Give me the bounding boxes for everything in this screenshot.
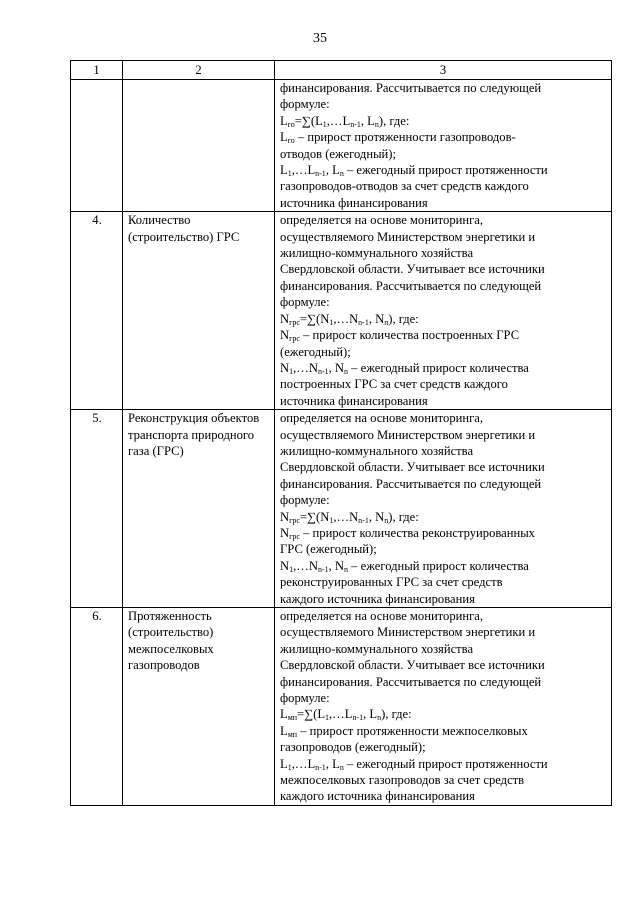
formula-text: , L: [325, 756, 340, 771]
formula-subscript: грс: [289, 317, 300, 327]
formula-text: L: [280, 163, 288, 178]
formula-text: – ежегодный прирост количества: [348, 360, 529, 375]
description-line: жилищно-коммунального хозяйства: [280, 641, 474, 656]
method-description-cell: [275, 410, 612, 608]
formula-text: ), где:: [388, 509, 419, 524]
header-cell-1: 1: [71, 61, 123, 80]
formula-text: =∑(L: [294, 113, 323, 128]
description-line: финансирования. Рассчитывается по следующей: [280, 674, 542, 689]
formula-text: ,…N: [333, 311, 359, 326]
row-number-cell: 4.: [71, 212, 123, 410]
description-line: формуле:: [280, 691, 330, 706]
formula-text: ,…N: [333, 509, 359, 524]
row-number-cell: 5.: [71, 410, 123, 608]
description-line: осуществляемого Министерством энергетики и: [280, 625, 536, 640]
description-line: финансирования. Рассчитывается по следующей: [280, 81, 542, 95]
formula-text: =∑(L: [297, 707, 326, 722]
description-line: определяется на основе мониторинга,: [280, 411, 483, 426]
formula-text: – ежегодный прирост протяженности: [343, 163, 548, 178]
formula-text: ,…L: [329, 707, 353, 722]
description-line: [280, 162, 607, 178]
formula-subscript: n: [374, 119, 379, 129]
indicator-name-cell: Количество (строительство) ГРС: [123, 212, 275, 410]
formula-subscript: 1: [287, 169, 292, 179]
description-line: жилищно-коммунального хозяйства: [280, 443, 474, 458]
formula-subscript: n-1: [317, 564, 329, 574]
description-line: [280, 509, 607, 525]
formula-subscript: n: [339, 762, 344, 772]
description-line: [280, 129, 607, 145]
formula-subscript: n: [344, 564, 349, 574]
formula-subscript: n: [339, 169, 344, 179]
description-line: финансирования. Рассчитывается по следующей: [280, 278, 542, 293]
description-line: осуществляемого Министерством энергетики и: [280, 427, 536, 442]
description-line: отводов (ежегодный);: [280, 146, 396, 161]
description-line: межпоселковых газопроводов за счет средств: [280, 773, 525, 788]
formula-text: – прирост протяженности газопроводов-: [294, 130, 516, 145]
formula-text: , L: [360, 113, 375, 128]
description-line: реконструированных ГРС за счет средств: [280, 575, 503, 590]
formula-subscript: мп: [287, 713, 298, 723]
formula-text: N: [280, 360, 290, 375]
row-number-cell: [71, 80, 123, 212]
indicator-table-body: [71, 61, 612, 806]
formula-subscript: n-1: [358, 515, 369, 525]
table-row: [71, 608, 612, 806]
formula-text: , N: [328, 558, 345, 573]
formula-text: ,…N: [293, 558, 318, 573]
method-description-cell: [275, 608, 612, 806]
formula-text: ), где:: [388, 311, 419, 326]
formula-text: =∑(N: [299, 311, 330, 326]
description-line: определяется на основе мониторинга,: [280, 609, 483, 623]
description-line: определяется на основе мониторинга,: [280, 213, 483, 228]
formula-subscript: го: [287, 136, 295, 146]
row-number-cell: 6.: [71, 608, 123, 806]
formula-text: , N: [368, 311, 385, 326]
indicator-name-cell: Реконструкция объектов транспорта природного газа (ГРС): [123, 410, 275, 608]
formula-subscript: n-1: [358, 317, 369, 327]
table-row: [71, 410, 612, 608]
formula-text: , L: [363, 707, 378, 722]
formula-text: – ежегодный прирост количества: [348, 558, 529, 573]
formula-subscript: n: [377, 713, 382, 723]
formula-subscript: n: [344, 366, 349, 376]
formula-subscript: 1: [322, 119, 327, 129]
formula-text: ,…L: [326, 113, 351, 128]
formula-text: ,…L: [291, 163, 316, 178]
description-line: каждого источника финансирования: [280, 591, 475, 606]
description-line: источника финансирования: [280, 195, 428, 210]
formula-subscript: грс: [289, 531, 300, 541]
description-line: газопроводов-отводов за счет средств каждого: [280, 179, 529, 194]
formula-text: N: [280, 311, 290, 326]
formula-subscript: 1: [329, 515, 334, 525]
formula-text: L: [280, 707, 288, 722]
description-line: формуле:: [280, 295, 330, 310]
formula-subscript: 1: [289, 564, 294, 574]
description-line: [280, 525, 607, 541]
description-line: формуле:: [280, 97, 330, 112]
formula-text: ), где:: [381, 707, 412, 722]
description-line: [280, 706, 607, 722]
description-line: Свердловской области. Учитывает все источники: [280, 658, 545, 673]
description-line: [280, 360, 607, 376]
formula-text: L: [280, 130, 288, 145]
formula-text: , N: [368, 509, 385, 524]
formula-text: , N: [328, 360, 345, 375]
formula-subscript: 1: [325, 713, 330, 723]
formula-subscript: n: [384, 515, 389, 525]
method-description-cell: [275, 80, 612, 212]
formula-text: – ежегодный прирост протяженности: [343, 756, 548, 771]
formula-subscript: n-1: [315, 169, 326, 179]
indicator-name-cell: Протяженность (строительство) межпоселковых газопроводов: [123, 608, 275, 806]
formula-text: – прирост количества реконструированных: [299, 525, 535, 540]
method-description-cell: [275, 212, 612, 410]
indicator-table: [70, 60, 612, 806]
description-line: Свердловской области. Учитывает все источники: [280, 460, 545, 475]
formula-subscript: 1: [289, 366, 294, 376]
formula-subscript: n-1: [317, 366, 329, 376]
formula-text: L: [280, 113, 288, 128]
formula-subscript: мп: [287, 729, 298, 739]
formula-subscript: n: [384, 317, 389, 327]
description-line: построенных ГРС за счет средств каждого: [280, 377, 508, 392]
page-number: 35: [313, 31, 327, 46]
formula-subscript: n-1: [315, 762, 326, 772]
formula-text: N: [280, 525, 290, 540]
description-line: [280, 113, 607, 129]
indicator-name-cell: [123, 80, 275, 212]
description-line: формуле:: [280, 493, 330, 508]
formula-text: ,…L: [291, 756, 316, 771]
description-line: осуществляемого Министерством энергетики и: [280, 229, 536, 244]
description-line: газопроводов (ежегодный);: [280, 740, 426, 755]
formula-subscript: грс: [289, 515, 300, 525]
formula-text: – прирост количества построенных ГРС: [299, 328, 520, 343]
formula-text: N: [280, 558, 290, 573]
description-line: [280, 327, 607, 343]
formula-text: N: [280, 328, 290, 343]
description-line: источника финансирования: [280, 393, 428, 408]
formula-text: ,…N: [293, 360, 318, 375]
description-line: финансирования. Рассчитывается по следующей: [280, 476, 542, 491]
header-cell-2: 2: [123, 61, 275, 80]
formula-text: L: [280, 723, 288, 738]
formula-text: L: [280, 756, 288, 771]
formula-subscript: го: [287, 119, 295, 129]
formula-subscript: n-1: [350, 119, 361, 129]
table-row: [71, 80, 612, 212]
formula-subscript: 1: [287, 762, 292, 772]
formula-subscript: n-1: [352, 713, 364, 723]
table-header-row: [71, 61, 612, 80]
formula-subscript: 1: [329, 317, 334, 327]
formula-subscript: грс: [289, 334, 300, 344]
table-row: [71, 212, 612, 410]
description-line: Свердловской области. Учитывает все источники: [280, 262, 545, 277]
formula-text: =∑(N: [299, 509, 330, 524]
formula-text: – прирост протяженности межпоселковых: [297, 723, 528, 738]
description-line: [280, 723, 607, 739]
description-line: (ежегодный);: [280, 344, 351, 359]
formula-text: N: [280, 509, 290, 524]
description-line: [280, 311, 607, 327]
description-line: [280, 558, 607, 574]
formula-text: ), где:: [378, 113, 410, 128]
description-line: жилищно-коммунального хозяйства: [280, 246, 474, 261]
description-line: каждого источника финансирования: [280, 789, 475, 804]
description-line: ГРС (ежегодный);: [280, 542, 377, 557]
formula-text: , L: [325, 163, 340, 178]
description-line: [280, 756, 607, 772]
header-cell-3: 3: [275, 61, 612, 80]
